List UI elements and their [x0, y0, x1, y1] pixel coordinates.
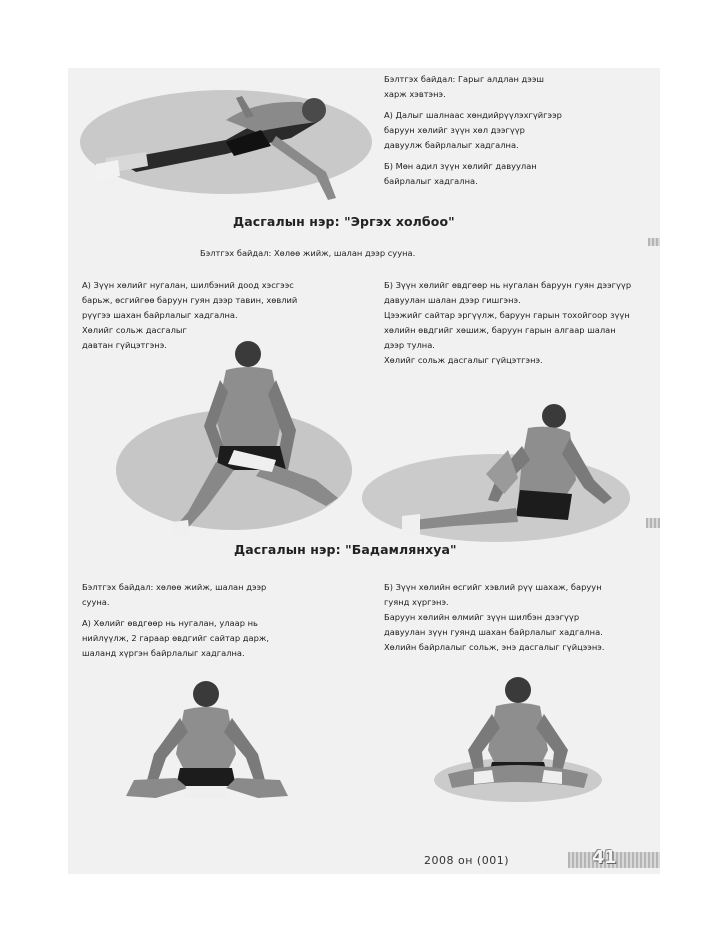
lotus-pose-photo	[428, 668, 638, 808]
section2-title: Дасгалын нэр: "Эргэх холбоо"	[233, 214, 455, 229]
section2-step-b2: Цээжийг сайтар эргүүлж, баруун гарын тохойгоор зүүн хөлийн өвдгийг хөшиж, баруун гарын алгаар шалан дээр тулна.	[384, 310, 630, 350]
section3-step-a: А) Хөлийг өвдгөөр нь нугалан, улаар нь нийлүүлж, 2 гараар өвдгийг сайтар дарж, шаланд хүргэн байрлалыг хадгална.	[82, 618, 269, 658]
edge-stripe	[646, 518, 660, 528]
seated-hold-foot-photo	[116, 330, 374, 548]
section2-step-b: Б) Зүүн хөлийг өвдгөөр нь нугалан баруун гуян дээгүүр давуулан шалан дээр гишгэнэ.	[384, 280, 632, 305]
section2-step-a: А) Зүүн хөлийг нугалан, шилбэний доод хэсгээс барьж, өсгийгөө баруун гуян дээр тавин, хөвлий рүүгээ шахан байрлалыг хадгална.	[82, 280, 298, 320]
section3-step-b: Б) Зүүн хөлийн өсгийг хэвлий рүү шахаж, баруун гуянд хүргэнэ.	[384, 582, 602, 607]
lying-twist-photo	[76, 80, 376, 210]
section1-start-position: Бэлтгэх байдал: Гарыг алдлан дээш харж хэвтэнэ.	[384, 74, 544, 99]
seated-twist-photo	[358, 390, 630, 550]
section2-repeat: Хөлийг сольж дасгалыг давтан гүйцэтгэнэ.	[82, 325, 187, 350]
section3-step-b2: Баруун хөлийн өлмийг зүүн шилбэн дээгүүр давуулан зүүн гуянд шахан байрлалыг хадгална. Хөлийн байрлалыг сольж, энэ дасгалыг гүйцээнэ.	[384, 612, 605, 652]
section3-left-text	[82, 580, 282, 667]
section2-right-text	[384, 278, 634, 374]
edge-stripe	[648, 238, 660, 246]
magazine-page	[68, 68, 660, 874]
page-number: 41	[592, 847, 617, 868]
section2-start-position: Бэлтгэх байдал: Хөлөө жийж, шалан дээр сууна.	[200, 248, 416, 258]
section1-text	[384, 72, 564, 195]
section3-right-text	[384, 580, 609, 661]
section3-title: Дасгалын нэр: "Бадамлянхуа"	[234, 542, 457, 557]
butterfly-pose-photo	[116, 674, 326, 804]
section1-step-b: Б) Мөн адил зүүн хөлийг давуулан байрлалыг хадгална.	[384, 161, 537, 186]
section1-step-a: А) Далыг шалнаас хөндийрүүлэхгүйгээр баруун хөлийг зүүн хөл дээгүүр давуулж байрлалыг хадгална.	[384, 110, 562, 150]
section2-repeat-b: Хөлийг сольж дасгалыг гүйцэтгэнэ.	[384, 355, 543, 365]
issue-date: 2008 он (001)	[424, 854, 509, 867]
section3-start-position: Бэлтгэх байдал: хөлөө жийж, шалан дээр сууна.	[82, 582, 267, 607]
